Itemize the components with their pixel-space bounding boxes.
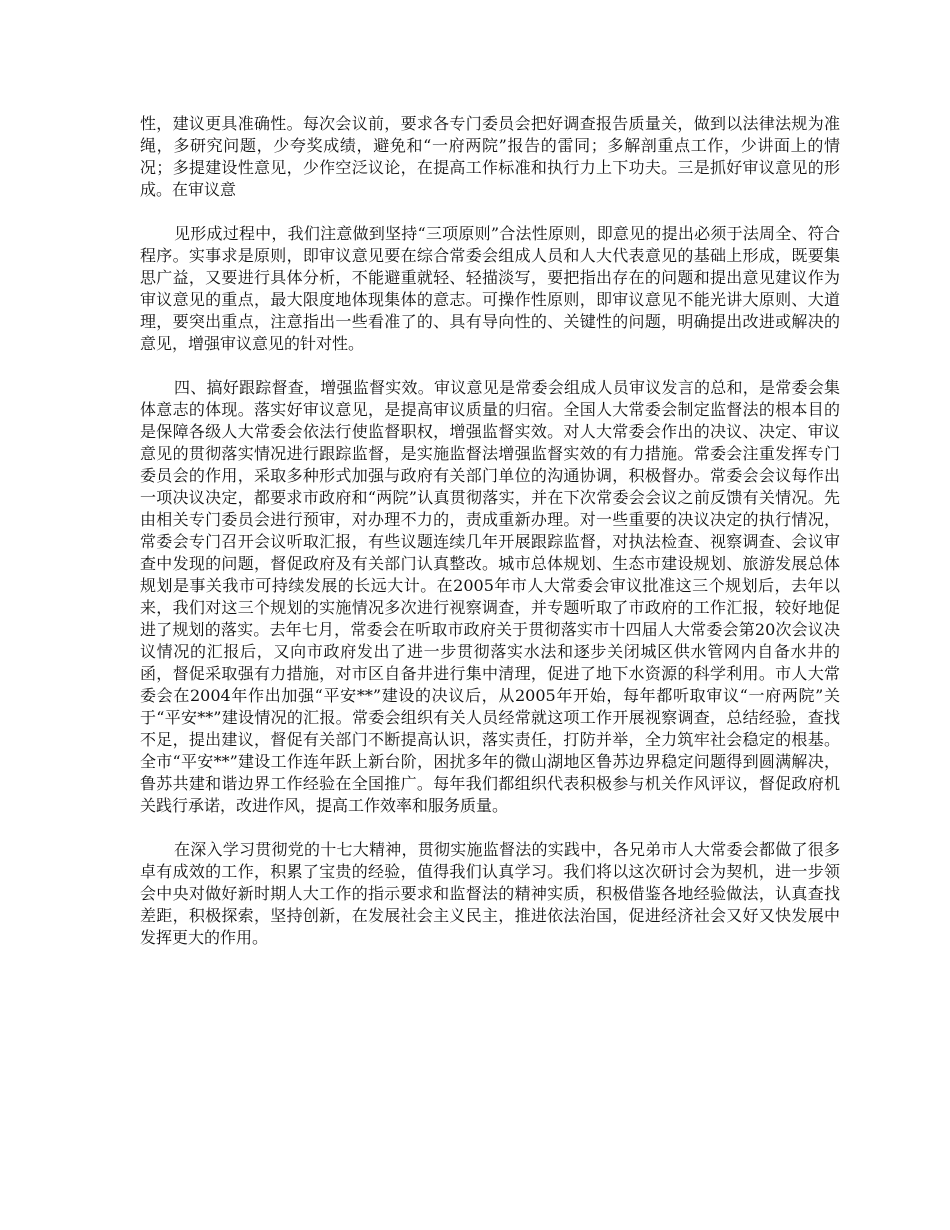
- paragraph-follow-up-supervision: 四、搞好跟踪督查，增强监督实效。审议意见是常委会组成人员审议发言的总和，是常委会集体意志的体现。落实好审议意见，是提高审议质量的归宿。全国人大常委会制定监督法的根本目的是保障各级人大常委会依法行使监督职权，增强监督实效。对人大常委会作出的决议、决定、审议意见的贯彻落实情况进行跟踪监督，是实施监督法增强监督实效的有力措施。常委会注重发挥专门委员会的作用，采取多种形式加强与政府有关部门单位的沟通协调，积极督办。常委会会议每作出一项决议决定，都要求市政府和“两院”认真贯彻落实，并在下次常委会会议之前反馈有关情况。先由相关专门委员会进行预审，对办理不力的，责成重新办理。对一些重要的决议决定的执行情况，常委会专门召开会议听取汇报，有些议题连续几年开展跟踪监督，对执法检查、视察调查、会议审查中发现的问题，督促政府及有关部门认真整改。城市总体规划、生态市建设规划、旅游发展总体规划是事关我市可持续发展的长远大计。在2005年市人大常委会审议批准这三个规划后，去年以来，我们对这三个规划的实施情况多次进行视察调查，并专题听取了市政府的工作汇报，较好地促进了规划的落实。去年七月，常委会在听取市政府关于贯彻落实市十四届人大常委会第20次会议决议情况的汇报后，又向市政府发出了进一步贯彻落实水法和逐步关闭城区供水管网内自备水井的函，督促采取强有力措施，对市区自备井进行集中清理，促进了地下水资源的科学利用。市人大常委会在2004年作出加强“平安**”建设的决议后，从2005年开始，每年都听取审议“一府两院”关于“平安**”建设情况的汇报。常委会组织有关人员经常就这项工作开展视察调查，总结经验，查找不足，提出建议，督促有关部门不断提高认识，落实责任，打防并举，全力筑牢社会稳定的根基。全市“平安**”建设工作连年跃上新台阶，困扰多年的微山湖地区鲁苏边界稳定问题得到圆满解决，鲁苏共建和谐边界工作经验在全国推广。每年我们都组织代表积极参与机关作风评议，督促政府机关践行承诺，改进作风，提高工作效率和服务质量。: [140, 378, 840, 815]
- document-body: [140, 113, 840, 971]
- paragraph-conclusion: 在深入学习贯彻党的十七大精神，贯彻实施监督法的实践中，各兄弟市人大常委会都做了很多卓有成效的工作，积累了宝贵的经验，值得我们认真学习。我们将以这次研讨会为契机，进一步领会中央对做好新时期人大工作的指示要求和监督法的精神实质，积极借鉴各地经验做法，认真查找差距，积极探索，坚持创新，在发展社会主义民主，推进依法治国，促进经济社会又好又快发展中发挥更大的作用。: [140, 840, 840, 947]
- paragraph-continuation: 性，建议更具准确性。每次会议前，要求各专门委员会把好调查报告质量关，做到以法律法规为准绳，多研究问题，少夸奖成绩，避免和“一府两院”报告的雷同；多解剖重点工作，少讲面上的情况；多提建设性意见，少作空泛议论，在提高工作标准和执行力上下功夫。三是抓好审议意见的形成。在审议意: [140, 114, 840, 199]
- paragraph-review-principles: 见形成过程中，我们注意做到坚持“三项原则”合法性原则，即意见的提出必须于法周全、符合程序。实事求是原则，即审议意见要在综合常委会组成人员和人大代表意见的基础上形成，既要集思广益，又要进行具体分析，不能避重就轻、轻描淡写，要把指出存在的问题和提出意见建议作为审议意见的重点，最大限度地体现集体的意志。可操作性原则，即审议意见不能光讲大原则、大道理，要突出重点，注意指出一些看准了的、具有导向性的、关键性的问题，明确提出改进或解决的意见，增强审议意见的针对性。: [140, 224, 840, 353]
